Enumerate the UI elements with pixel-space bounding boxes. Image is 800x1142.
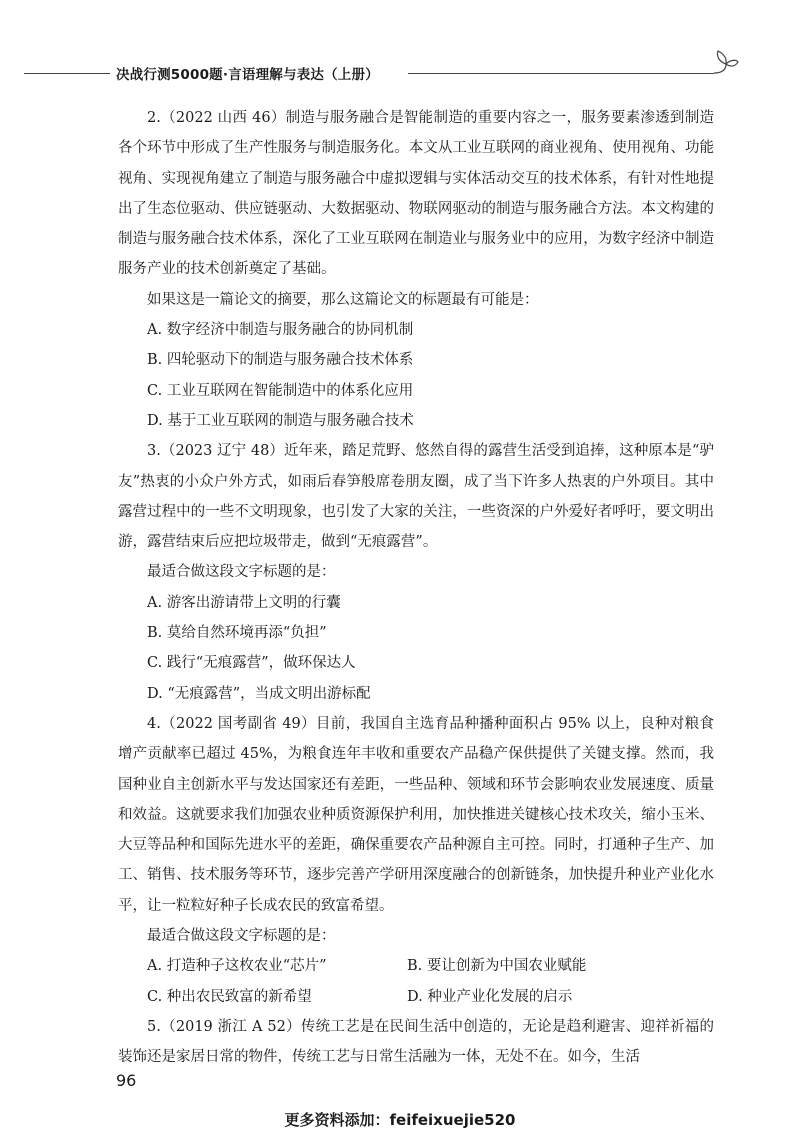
header-rule-right [408, 73, 714, 74]
question-2-option-a: A. 数字经济中制造与服务融合的协同机制 [147, 322, 414, 339]
header-rule-left [24, 73, 110, 74]
question-2-option-c: C. 工业互联网在智能制造中的体系化应用 [147, 382, 414, 399]
question-4-options-row-2 [118, 982, 714, 1012]
footer-note: 更多资料添加：feifeixuejie520 [284, 1111, 516, 1129]
question-4-option-b: B. 要让创新为中国农业赋能 [407, 958, 587, 975]
sprout-icon [710, 46, 740, 80]
question-4-stem: 最适合做这段文字标题的是： [147, 928, 336, 945]
question-4-option-d: D. 种业产业化发展的启示 [407, 988, 573, 1005]
question-2-option-b: B. 四轮驱动下的制造与服务融合技术体系 [147, 352, 414, 369]
question-5-passage: 5.（2019 浙江 A 52）传统工艺是在民间生活中创造的，无论是趋利避害、迎祥祈福的装饰还是家居日常的物件，传统工艺与日常生活融为一体，无处不在。如今，生活 [118, 1018, 714, 1066]
question-2-passage: 2.（2022 山西 46）制造与服务融合是智能制造的重要内容之一，服务要素渗透到制造各个环节中形成了生产性服务与制造服务化。本文从工业互联网的商业视角、使用视角、功能视角、实现视角建立了制造与服务融合中虚拟逻辑与实体活动交互的技术体系，有针对性地提出了生态位驱动、供应链驱动、大数据驱动、物联网驱动的制造与服务融合方法。本文构建的制造与服务融合技术体系，深化了工业互联网在制造业与服务业中的应用，为数字经济中制造服务产业的技术创新奠定了基础。 [118, 110, 714, 278]
question-3-option-c: C. 践行“无痕露营”，做环保达人 [147, 655, 356, 672]
question-3-stem: 最适合做这段文字标题的是： [147, 564, 336, 581]
question-4-option-a: A. 打造种子这枚农业“芯片” [147, 958, 327, 975]
question-2-stem: 如果这是一篇论文的摘要，那么这篇论文的标题最有可能是： [147, 291, 539, 308]
question-2-option-d: D. 基于工业互联网的制造与服务融合技术 [147, 412, 414, 429]
question-3-option-a: A. 游客出游请带上文明的行囊 [147, 594, 341, 611]
question-3-option-b: B. 莫给自然环境再添“负担” [147, 625, 327, 642]
question-3-passage: 3.（2023 辽宁 48）近年来，踏足荒野、悠然自得的露营生活受到追捧，这种原本是“驴友”热衷的小众户外方式，如雨后春笋般席卷朋友圈，成了当下许多人热衷的户外项目。其中露营过程中的一些不文明现象，也引发了大家的关注，一些资深的户外爱好者呼吁，要文明出游，露营结束后应把垃圾带走，做到“无痕露营”。 [118, 443, 714, 551]
question-4-option-c: C. 种出农民致富的新希望 [147, 988, 312, 1005]
running-header [24, 62, 724, 84]
header-title: 决战行测5000题·言语理解与表达（上册） [116, 67, 379, 83]
page-body [118, 103, 714, 1073]
page-number: 96 [116, 1071, 137, 1090]
question-4-options-row-1 [118, 951, 714, 981]
question-3-option-d: D. “无痕露营”，当成文明出游标配 [147, 685, 371, 702]
question-4-passage: 4.（2022 国考副省 49）目前，我国自主选育品种播种面积占 95% 以上，良种对粮食增产贡献率已超过 45%，为粮食连年丰收和重要农产品稳产保供提供了关键支撑。然而，我国种业自主创新水平与发达国家还有差距，一些品种、领域和环节会影响农业发展速度、质量和效益。这就要求我们加强农业种质资源保护利用，加快推进关键核心技术攻关，缩小玉米、大豆等品种和国际先进水平的差距，确保重要农产品种源自主可控。同时，打通种子生产、加工、销售、技术服务等环节，逐步完善产学研用深度融合的创新链条，加快提升种业产业化水平，让一粒粒好种子长成农民的致富希望。 [118, 715, 714, 914]
